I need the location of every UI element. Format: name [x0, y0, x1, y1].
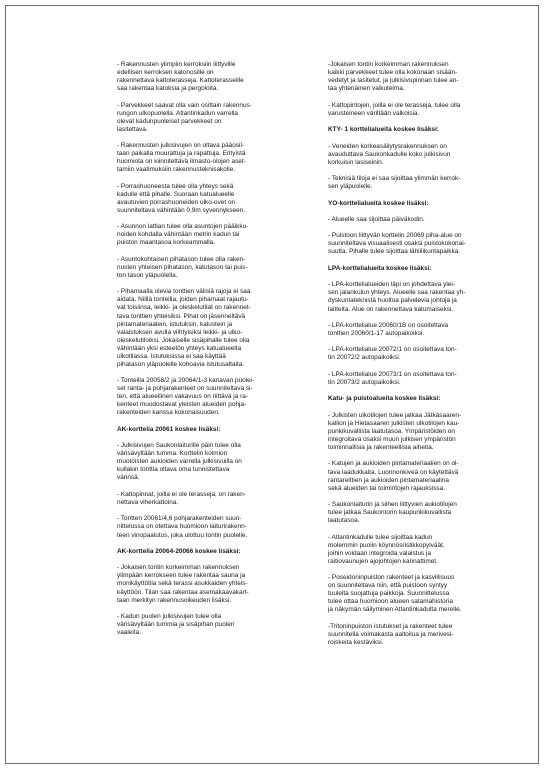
paragraph: - Saukonlaiturin ja siihen liittyvien aukiotilojen tulee jatkaa Saukontorin kaupunkikuvallista laatutasoa.: [328, 501, 457, 525]
paragraph: - LPA-korttelialue 20073/1 on osoitettava ton- tin 20073/2 autopaikoiksi.: [328, 370, 457, 386]
paragraph: - Katujen ja aukioiden pintamateriaalien on ol- tava laadukkaita. Luonnonkiveä on käytettävä rantareittien ja aukioiden pintamateriaalina sekä alueiden tai toimintojen rajauksissa.: [328, 460, 459, 492]
section-heading: Katu- ja puistoalueita koskee lisäksi:: [328, 395, 441, 403]
paragraph: - Veneiden korkeasäilytysrakennuksen on avauduttava Saukonkadulle koko julkisivun korkuisin lasiseinin.: [328, 142, 451, 166]
paragraph: - Porrashuoneesta tulee olla yhteys sekä kadulle että pihalle. Suoraan katualueelle avautuvien porrashuoneiden ulko-ovet on suunniteltava vähintään 0,9m syvennykseen.: [117, 182, 246, 214]
paragraph: - Julkisivujen Saukonlaiturille päin tulee olla värisävyltään tumma. Korttelin kolmion muotoisten aukioiden varrella julkisivuilla on kullakin tonttia oltava oma tunnistettava värinsä.: [117, 442, 242, 482]
section-heading: LPA-korttelialueita koskee lisäksi:: [328, 264, 432, 272]
paragraph: - Kadun puolen julkisivujen tulee olla värisävyltään tummia ja sisäpihan puolen vaaleita.: [117, 613, 235, 637]
paragraph: - LPA-korttelialue 20060/1B on osoitettava tonttien 20060/1-17 autopaikoiksi.: [328, 321, 449, 337]
paragraph: - Pihamaalla olevia tonttien välisiä rajoja ei saa aidata. Niillä tonteilla, joiden pihamaat rajautu- vat toisiinsa, leikki- ja oleskelutilat on rakennet- tava tonttien yhteisiksi. Pihat on jäsenneltävä pintamateriaalein, istutuksin, kalustein ja valaistuksen avulla viihtyisiksi leikki- ja ulko- oleskelutiloiksi. Jokaiselle sisäpihalle tulee olla vähintään yksi esteetön yhteys katualueelta ulkotilassa. Istutuksissa ei saa käyttää pihatason yläpuolelle kohoavia istutusaltaita.: [117, 288, 251, 368]
section-heading: KTY- 1 korttelialueita koskee lisäksi:: [328, 126, 439, 134]
paragraph: -Jokaisen tontin korkeimman rakennuksen kaikki parvekkeet tulee olla kokonaan sisään- vedetyt ja lasitetut, ja julkisivupinnan tulee an- taa yhtenäinen vaikutelma.: [328, 61, 459, 93]
right-text-column: [328, 61, 488, 655]
paragraph: - LPA-korttelialueiden läpi on johdettava ylei- sen jalankulun yhteys. Alueelle saa rakentaa yh- dyskuntateknistä huoltoa palvelevia johtoja ja laitteita. Alue on rakennettava katumaiseksi.: [328, 281, 466, 313]
paragraph: - Parvekkeet saavat olla vain osittain rakennus- rungon ulkopuolella. Atlantinkadun varrella olevat kadunpuoleiset parvekkeet on lasitettava.: [117, 101, 252, 133]
section-heading: AK-korttelia 20064-20066 koskee lisäksi:: [117, 547, 241, 555]
document-page: [5, 5, 539, 764]
paragraph: - Rakennusten ylimpiin kerroksiin liittyville edellisen kerroksen katonosille on rakennettava kattoterasseja. Kattoterasseille saa rakentaa katoksia ja pergoloita.: [117, 61, 244, 93]
paragraph: - Puistoon liittyvän korttelin 20069 piha-alue on suunniteltava visuaalisesti osaksi puistokokonai- suutta. Pihalle tulee sijoittaa lähiliikuntapaikka.: [328, 232, 466, 256]
paragraph: - Asunnon lattian tulee olla asuntojen pääikku- noiden kohdalla vähintään metrin kadun tai puiston maantasoa korkeammalla.: [117, 223, 249, 247]
paragraph: - Tonteilla 20058/2 ja 20064/1-3 kanavan puolei- set ranta- ja pohjarakenteet on suunniteltava si- ten, että alueellinen vakavuus on riittävä ja ra- kenteet muodostavat yleisten alueiden pohja- rakenteiden kanssa kokonaisuuden.: [117, 377, 255, 417]
section-heading: AK-korttelia 20061 koskee lisäksi:: [117, 425, 221, 433]
paragraph: - Kattopinnat, joilla ei ole terasseja, on raken- nettava viherkattoina.: [117, 490, 246, 506]
paragraph: - Poseidoninpuiston rakenteet ja kasvillisuus on suunniteltava niin, että puistoon syntyy tuulelta suojattuja paikkoja. Suunnittelussa tulee ottaa huomioon alueen satamahistoria ja näkymän säilyminen Atlantinkadulta merelle.: [328, 574, 462, 614]
paragraph: - Teknisiä tiloja ei saa sijoittaa ylimmän kerrok- sen yläpuolelle.: [328, 175, 461, 191]
paragraph: - Kattopintojen, joilla ei ole terasseja, tulee olla varusteineen väriltään valkoisia.: [328, 101, 461, 117]
paragraph: - Rakennusten julkisivujen on oltava pääosil- taan paikalla muurattuja ja rapattuja. Erityistä huomiota on kiinnitettävä ilmasto-olojen aset- tamiin vaatimuksiin rakennusteknisakolle.: [117, 142, 246, 174]
left-text-column: [117, 61, 293, 646]
paragraph: - Asuntokohtaisen pihatason tulee olla raken- nusten yhteisen pihatason, katutason tai puis- ton tason yläpuolella.: [117, 255, 248, 279]
paragraph: - Julkisten ulkotilojen tulee jatkaa Jätkäsaaren- kallion ja Hietasaaren julkisten ulkotilojen kau- punkikuvallista laatutasoa. Ympäristöiden on integroitava osaksi muun julkisen ympäristön toiminnallisia ja rakenteellisia aiheita.: [328, 411, 462, 452]
paragraph: -Tritoninpuiston istutukset ja rakenteet tulee suunnitella voimakasta aaltoilua ja merivesi- roiskeita kestäviksi.: [328, 622, 454, 646]
section-heading: YO-korttelialueita koskee lisäksi:: [328, 199, 429, 207]
paragraph: - LPA-korttelialue 20072/1 on osoitettava ton- tin 20072/2 autopaikoiksi.: [328, 346, 457, 362]
paragraph: - Alueelle saa sijoittaa päiväkodin.: [328, 215, 425, 223]
paragraph: - Jokaisen tontin korkeimman rakennuksen ylimpään kerrokseen tulee rakentaa sauna ja monikäyttötila sekä terassi asukkaiden yhteis- käyttöön. Tilan saa rakentaa asemakaavakart- taan merkityn rakennusoikeuden lisäksi.: [117, 564, 249, 604]
paragraph: - Tontten 20061/4,6 pohjarakenteiden suun- nittelussa on otettava huomioon laiturirakenn- teen vinopaalutus, joka ulottuu tontin puolelle.: [117, 515, 248, 539]
paragraph: - Atlantinkadulle tulee sijoittaa kadun molemmin puolin köynnösristikkopylväät, joihin voidaan integroida valaistus ja raitiovaunujen ajojohtojen kannattimet.: [328, 533, 445, 565]
